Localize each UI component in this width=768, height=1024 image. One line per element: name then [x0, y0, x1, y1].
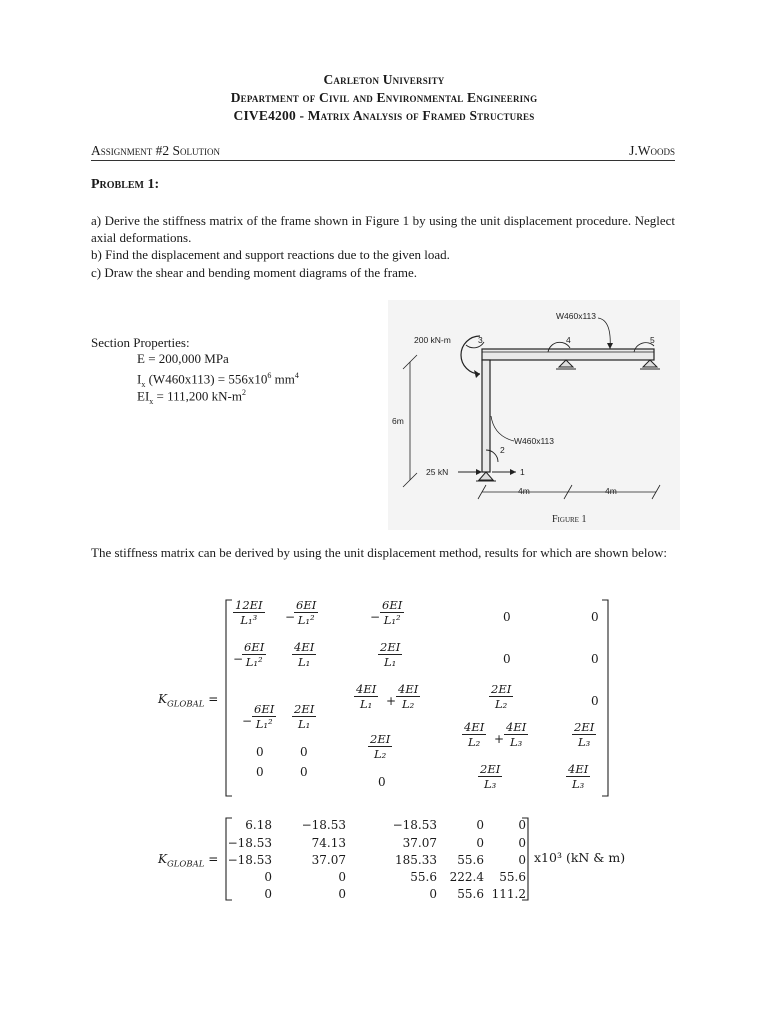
num-cell-r4c3: 55.6 [410, 870, 437, 884]
sym-r4c4-plus: + [494, 732, 505, 746]
section-e: E = 200,000 MPa [137, 351, 229, 366]
section-ix: $I_x$ $(W460x113) = 556x10^6$ $mm^4$ [137, 371, 299, 389]
k-global-numeric-label: $K_{GLOBAL}$ = [158, 852, 219, 870]
sym-r2c1: $\frac{6EI}{\text{L₁²}}$ [244, 640, 265, 669]
sym-r2c1-minus: − [233, 652, 244, 666]
num-cell-r4c5: 55.6 [499, 870, 526, 884]
span-1-label: 4m [518, 486, 530, 496]
course-title: CIVE4200 - Matrix Analysis of Framed Structures [233, 108, 535, 123]
num-cell-r2c3: 37.07 [402, 836, 437, 850]
sym-r2c2: $\frac{4EI}{\text{L₁}}$ [294, 640, 315, 669]
column-member [482, 360, 490, 472]
num-cell-r1c3: −18.53 [392, 818, 437, 832]
beam-label: W460x113 [556, 311, 597, 321]
node-1-label: 1 [520, 467, 525, 477]
section-ei: $EI_x = 111,200$ $kN-m^2$ [137, 388, 246, 406]
num-cell-r2c4: 0 [476, 836, 484, 850]
sym-r1c3: $\frac{6EI}{\text{L₁²}}$ [382, 598, 403, 627]
num-cell-r2c5: 0 [518, 836, 526, 850]
num-cell-r4c1: 0 [264, 870, 272, 884]
sym-r4c2: 0 [300, 745, 308, 759]
sym-r4c4-a: $\frac{4EI}{\text{L₂}}$ [464, 720, 485, 749]
stiffness-intro: The stiffness matrix can be derived by using the unit displacement method, results for which are shown below: [91, 545, 667, 560]
num-cell-r3c5: 0 [518, 853, 526, 867]
moment-label: 200 kN-m [414, 335, 451, 345]
sym-r2c4: 0 [503, 652, 511, 666]
num-cell-r4c2: 0 [338, 870, 346, 884]
num-cell-r1c5: 0 [518, 818, 526, 832]
node-4-label: 4 [566, 335, 571, 345]
numeric-units: x10³ (kN & m) [534, 850, 626, 865]
span-2-label: 4m [605, 486, 617, 496]
problem-title: Problem 1: [91, 177, 160, 192]
num-cell-r1c1: 6.18 [245, 818, 272, 832]
university-title: Carleton University [323, 72, 445, 87]
num-cell-r3c3: 185.33 [395, 853, 437, 867]
sym-r3c1-minus: − [242, 714, 253, 728]
sym-r3c4: $\frac{2EI}{\text{L₂}}$ [491, 682, 512, 711]
sym-r4c5: $\frac{2EI}{\text{L₃}}$ [574, 720, 595, 749]
num-cell-r3c1: −18.53 [227, 853, 272, 867]
figure-caption: Figure 1 [552, 514, 587, 525]
sym-r3c1: $\frac{6EI}{\text{L₁²}}$ [254, 702, 275, 731]
num-cell-r3c4: 55.6 [457, 853, 484, 867]
sym-r1c2: $\frac{6EI}{\text{L₁²}}$ [296, 598, 317, 627]
num-cell-r5c4: 55.6 [457, 887, 484, 901]
num-cell-r5c2: 0 [338, 887, 346, 901]
problem-part-a: a) Derive the stiffness matrix of the frame shown in Figure 1 by using the unit displacement procedure. Neglect axial deformations. [91, 213, 675, 245]
num-cell-r3c2: 37.07 [311, 853, 346, 867]
sym-r1c3-minus: − [370, 610, 381, 624]
num-cell-r5c5: 111.2 [491, 887, 526, 901]
num-cell-r1c4: 0 [476, 818, 484, 832]
num-cell-r4c4: 222.4 [449, 870, 484, 884]
sym-r5c3: 0 [378, 775, 386, 789]
sym-r5c4: $\frac{2EI}{\text{L₃}}$ [480, 762, 501, 791]
assignment-label: Assignment #2 Solution [91, 143, 221, 158]
sym-r3c5: 0 [591, 694, 599, 708]
problem-part-c: c) Draw the shear and bending moment diagrams of the frame. [91, 265, 417, 280]
sym-r4c4-b: $\frac{4EI}{\text{L₃}}$ [506, 720, 527, 749]
force-label: 25 kN [426, 467, 449, 477]
sym-r5c1: 0 [256, 765, 264, 779]
num-cell-r2c2: 74.13 [311, 836, 346, 850]
header-rule [91, 160, 675, 161]
height-label: 6m [392, 416, 404, 426]
sym-r1c4: 0 [503, 610, 511, 624]
sym-r3c3-plus: + [386, 694, 397, 708]
author-name: J.Woods [629, 143, 675, 158]
num-cell-r5c1: 0 [264, 887, 272, 901]
sym-r3c2: $\frac{2EI}{\text{L₁}}$ [294, 702, 315, 731]
beam-member [482, 349, 654, 360]
num-cell-r2c1: −18.53 [227, 836, 272, 850]
section-title: Section Properties: [91, 335, 190, 350]
sym-r4c3: $\frac{2EI}{\text{L₂}}$ [370, 732, 391, 761]
sym-r3c3-a: $\frac{4EI}{\text{L₁}}$ [356, 682, 377, 711]
frame-figure [388, 300, 680, 530]
department-title: Department of Civil and Environmental Engineering [230, 90, 538, 105]
sym-r2c5: 0 [591, 652, 599, 666]
node-2-label: 2 [500, 445, 505, 455]
sym-r1c5: 0 [591, 610, 599, 624]
sym-r4c1: 0 [256, 745, 264, 759]
num-cell-r5c3: 0 [429, 887, 437, 901]
sym-r1c2-minus: − [285, 610, 296, 624]
column-label: W460x113 [514, 436, 555, 446]
num-cell-r1c2: −18.53 [301, 818, 346, 832]
sym-r5c5: $\frac{4EI}{\text{L₃}}$ [568, 762, 589, 791]
node-3-label: 3 [478, 335, 483, 345]
sym-r5c2: 0 [300, 765, 308, 779]
sym-r1c1: $\frac{12EI}{\text{L₁³}}$ [235, 598, 263, 627]
sym-r3c3-b: $\frac{4EI}{\text{L₂}}$ [398, 682, 419, 711]
k-global-symbolic-label: $K_{GLOBAL}$ = [158, 692, 219, 710]
problem-part-b: b) Find the displacement and support reactions due to the given load. [91, 247, 450, 262]
node-5-label: 5 [650, 335, 655, 345]
sym-r2c3: $\frac{2EI}{\text{L₁}}$ [380, 640, 401, 669]
